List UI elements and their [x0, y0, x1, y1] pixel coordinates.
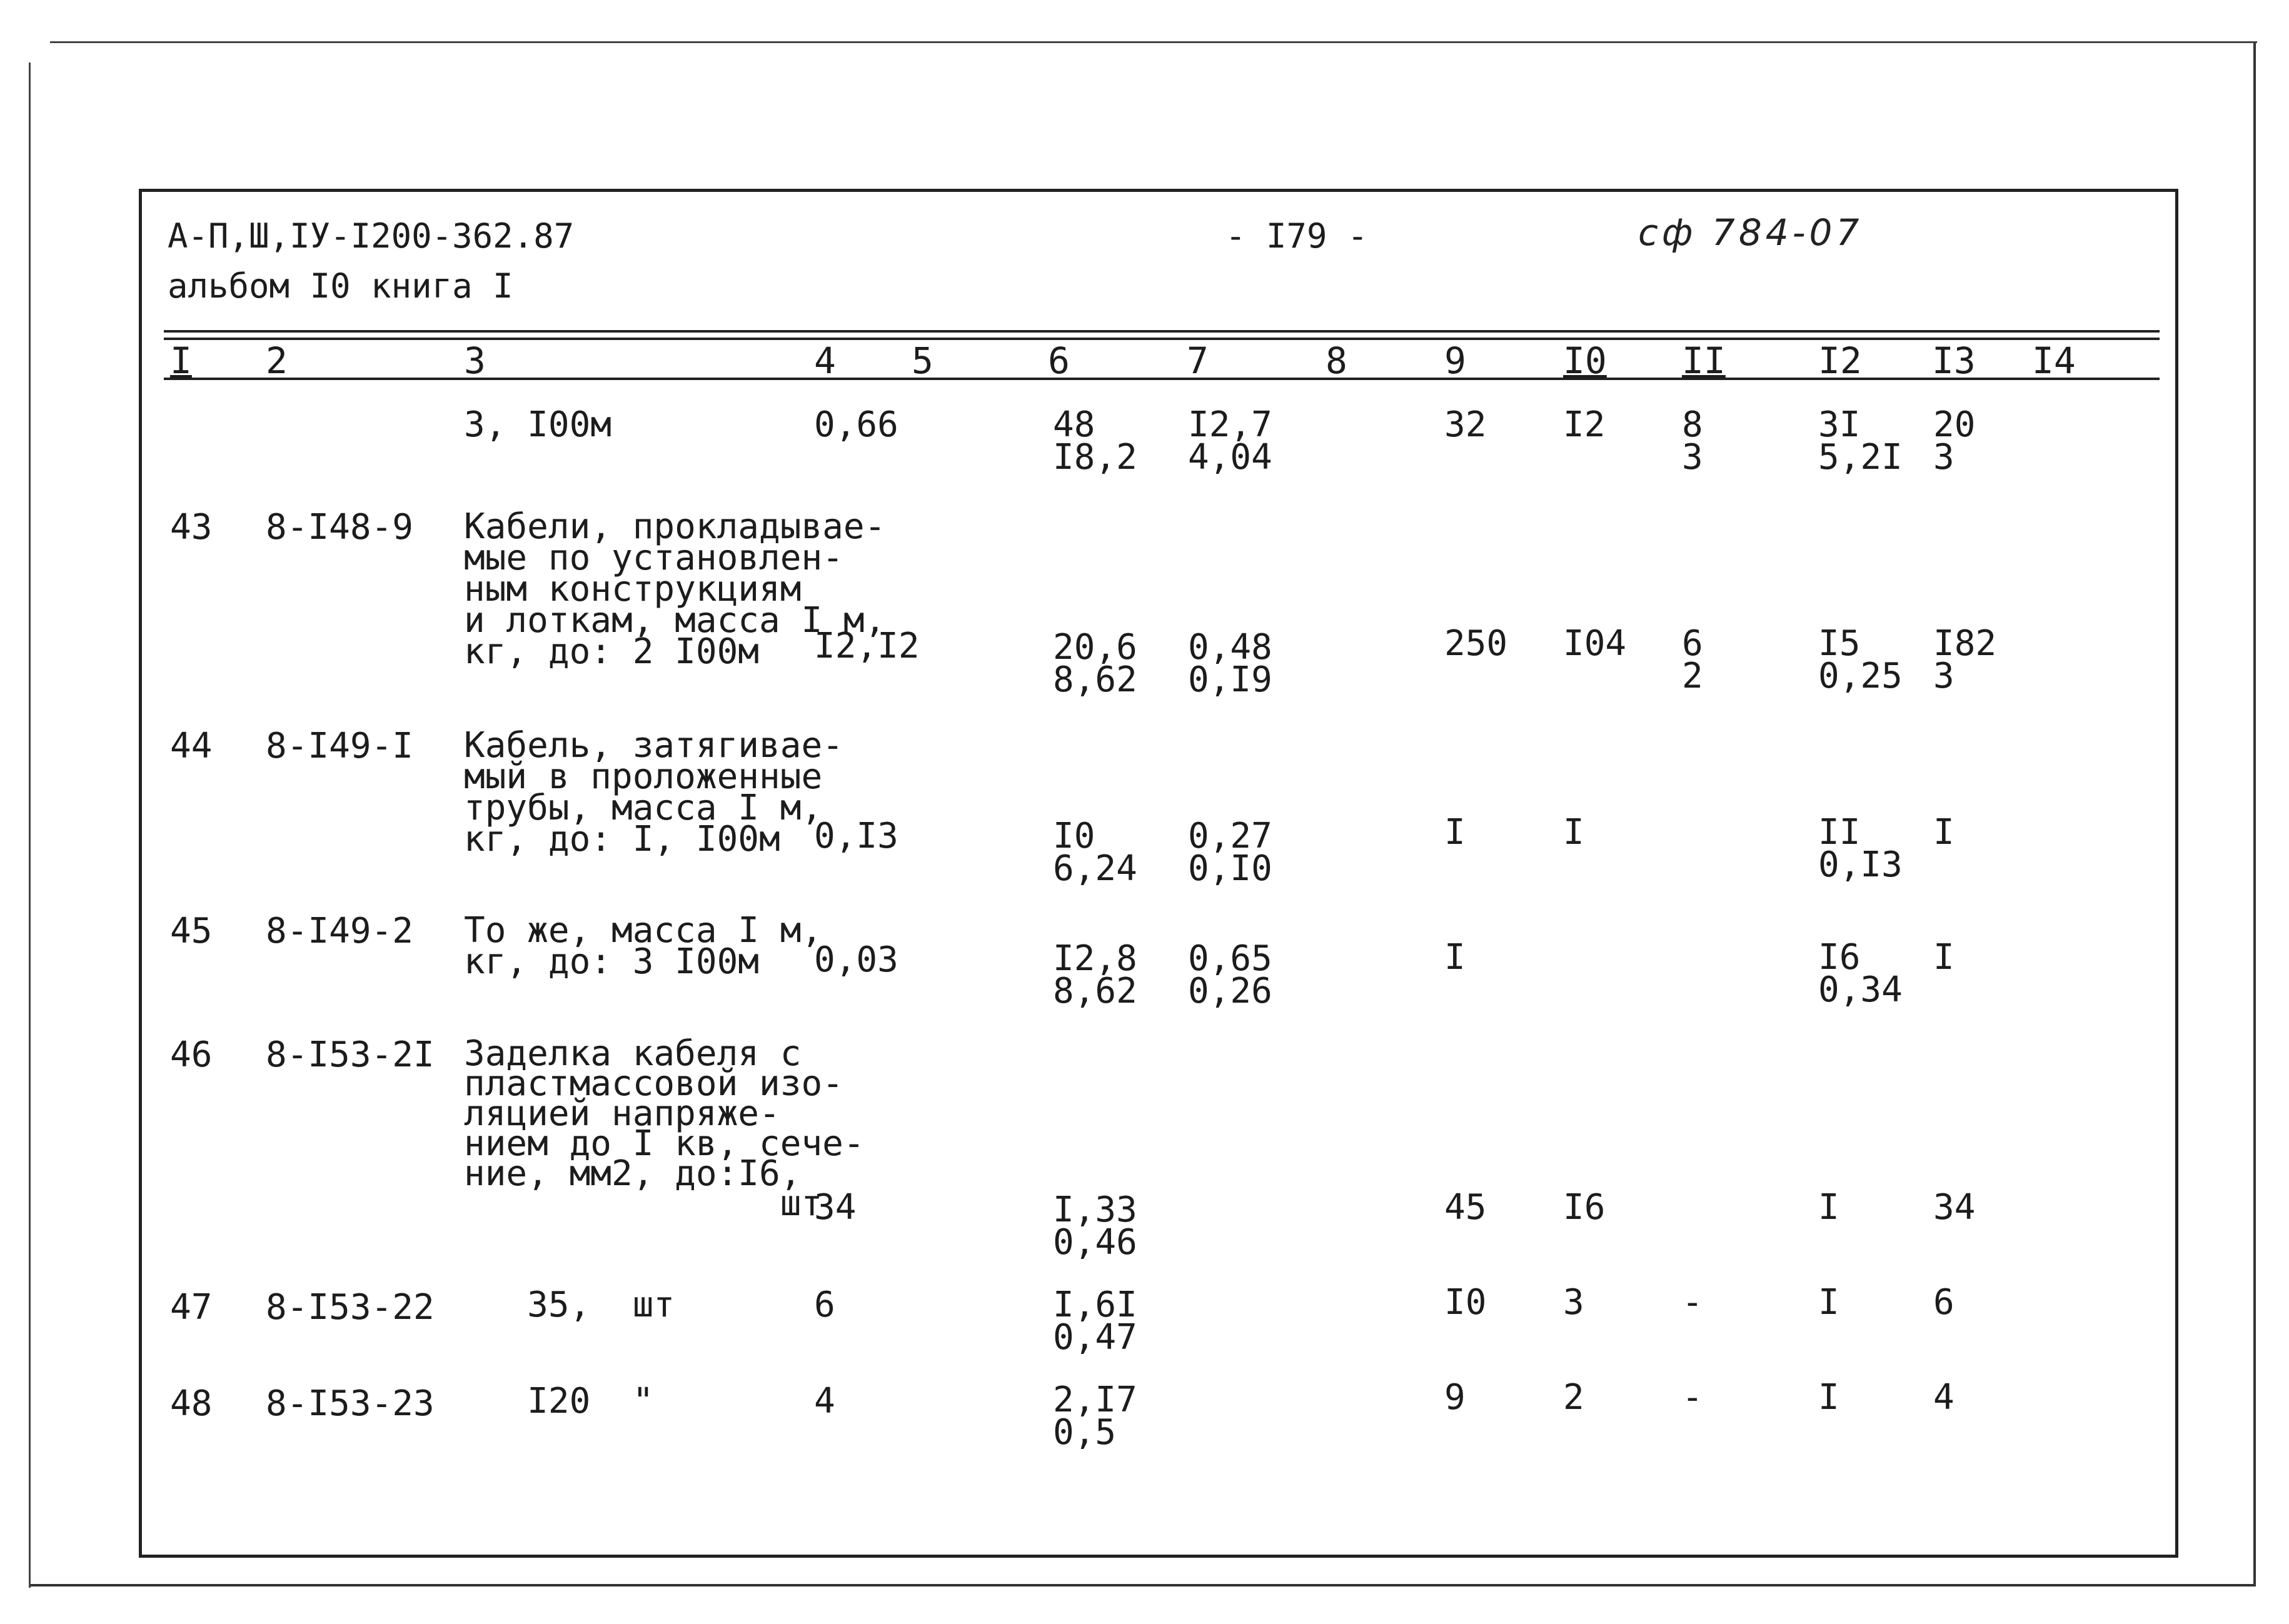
cell-col4: 34	[814, 1187, 857, 1228]
col-header-5: 5	[912, 339, 933, 382]
cell-col11: 8 3	[1682, 404, 1703, 478]
col-header-11: II	[1682, 339, 1726, 382]
handwritten-reference: сф 784-07	[1638, 211, 1863, 254]
row-description: I20 "	[464, 1381, 654, 1421]
cell-col12: I	[1818, 1282, 1839, 1323]
row-description: 3, I00м	[464, 404, 612, 445]
cell-col10: 3	[1563, 1282, 1584, 1323]
cell-col11: 6 2	[1682, 623, 1703, 696]
cell-col6: I,33 0,46	[1053, 1190, 1137, 1263]
col-header-12: I2	[1818, 339, 1862, 382]
row-code: 8-I48-9	[266, 507, 414, 548]
col-header-14: I4	[2032, 339, 2076, 382]
col-header-3: 3	[464, 339, 486, 382]
doc-code: А-П,Ш,IУ-I200-362.87	[168, 216, 575, 256]
cell-col12: I6 0,34	[1818, 937, 1903, 1010]
cell-col6: 2,I7 0,5	[1053, 1380, 1137, 1453]
col-header-2: 2	[266, 339, 288, 382]
cell-col9: I	[1444, 812, 1466, 853]
row-code: 8-I53-22	[266, 1287, 435, 1328]
cell-col12: I	[1818, 1187, 1839, 1228]
row-code: 8-I49-I	[266, 726, 414, 766]
cell-col13: I82 3	[1933, 623, 1997, 696]
row-code: 8-I49-2	[266, 911, 414, 951]
cell-col4: 0,I3	[814, 816, 898, 856]
page-number: - I79 -	[1225, 216, 1368, 256]
cell-col13: 4	[1933, 1377, 1954, 1418]
row-number: 47	[170, 1287, 213, 1328]
cell-col9: 32	[1444, 404, 1487, 445]
row-number: 44	[170, 726, 213, 766]
cell-col11: -	[1682, 1282, 1703, 1323]
cell-col7: 0,48 0,I9	[1188, 627, 1272, 700]
col-header-10: I0	[1563, 339, 1607, 382]
col-header-1: I	[170, 339, 192, 382]
row-description: Кабели, прокладывае- мые по установлен- ным конструкциям и лоткам, масса I м, кг, до: 2 I00м	[464, 506, 886, 672]
row-number: 48	[170, 1383, 213, 1424]
cell-col12: II 0,I3	[1818, 812, 1903, 885]
row-description: 35, шт	[464, 1285, 675, 1325]
col-header-8: 8	[1326, 339, 1347, 382]
cell-col13: I	[1933, 812, 1954, 853]
cell-col10: I2	[1563, 404, 1606, 445]
row-number: 43	[170, 507, 213, 548]
cell-col6: 48 I8,2	[1053, 404, 1137, 478]
cell-col10: I04	[1563, 623, 1627, 664]
cell-col6: I2,8 8,62	[1053, 938, 1137, 1011]
cell-col9: 9	[1444, 1377, 1466, 1418]
cell-col4: 0,03	[814, 940, 898, 980]
cell-col7: 0,65 0,26	[1188, 938, 1272, 1011]
row-code: 8-I53-23	[266, 1383, 435, 1424]
cell-col13: I	[1933, 937, 1954, 978]
row-description: То же, масса I м, кг, до: 3 I00м	[464, 910, 823, 982]
col-header-7: 7	[1187, 339, 1209, 382]
row-number: 46	[170, 1035, 213, 1075]
cell-col7: 0,27 0,I0	[1188, 816, 1272, 889]
col-header-6: 6	[1048, 339, 1070, 382]
cell-col9: I0	[1444, 1282, 1487, 1323]
row-description: Кабель, затягивае- мый в проложенные трубы, масса I м, кг, до: I, I00м	[464, 725, 843, 860]
cell-col12: I5 0,25	[1818, 623, 1903, 696]
cell-col10: 2	[1563, 1377, 1584, 1418]
col-header-13: I3	[1932, 339, 1976, 382]
cell-col9: I	[1444, 937, 1466, 978]
album-label: альбом I0 книга I	[168, 266, 513, 306]
cell-col13: 6	[1933, 1282, 1954, 1323]
cell-col6: I0 6,24	[1053, 816, 1137, 889]
cell-col4: 4	[814, 1381, 835, 1421]
cell-col12: I	[1818, 1377, 1839, 1418]
cell-col9: 45	[1444, 1187, 1487, 1228]
cell-col11: -	[1682, 1377, 1703, 1418]
cell-col13: 34	[1933, 1187, 1976, 1228]
cell-col9: 250	[1444, 623, 1508, 664]
col-header-9: 9	[1444, 339, 1466, 382]
cell-col7: I2,7 4,04	[1188, 404, 1272, 478]
row-number: 45	[170, 911, 213, 951]
cell-col10: I6	[1563, 1187, 1606, 1228]
cell-col4: 6	[814, 1285, 835, 1325]
cell-col6: 20,6 8,62	[1053, 627, 1137, 700]
header-rule-top	[164, 330, 2160, 333]
col-header-4: 4	[814, 339, 836, 382]
row-code: 8-I53-2I	[266, 1035, 435, 1075]
cell-col12: 3I 5,2I	[1818, 404, 1903, 478]
cell-col13: 20 3	[1933, 404, 1976, 478]
cell-col6: I,6I 0,47	[1053, 1285, 1137, 1358]
cell-col4: I2,I2	[814, 626, 920, 666]
cell-col10: I	[1563, 812, 1584, 853]
row-description: Заделка кабеля с пластмассовой изо- ляцией напряже- нием до I кв, сече- ние, мм2, до:I6, шт	[464, 1033, 865, 1224]
cell-col4: 0,66	[814, 404, 898, 445]
